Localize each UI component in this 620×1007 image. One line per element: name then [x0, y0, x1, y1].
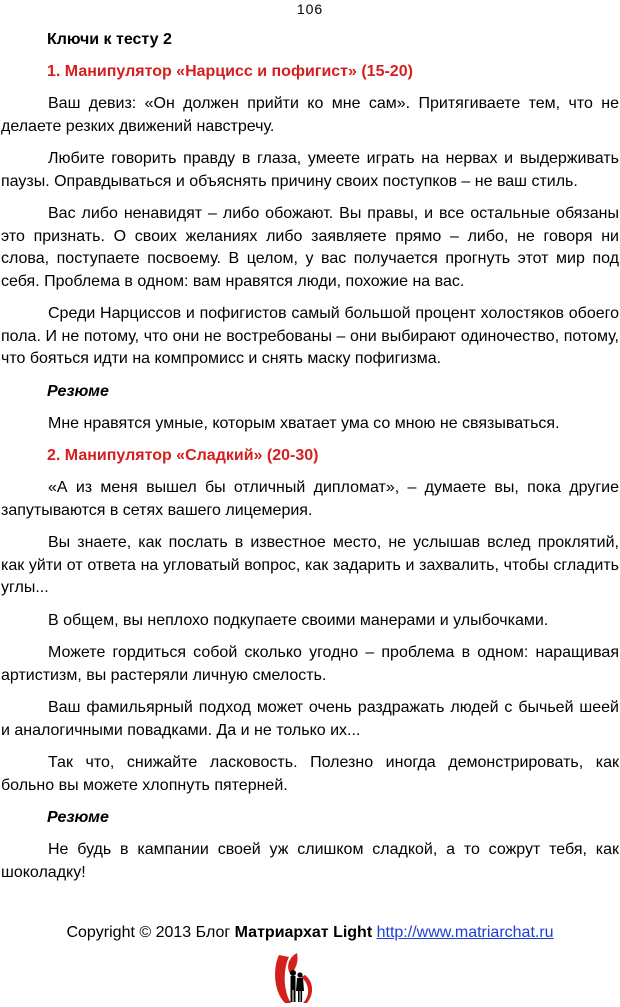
page-number: 106 — [296, 1, 324, 17]
block-1-heading: 1. Манипулятор «Нарцисс и пофигист» (15-20) — [47, 63, 413, 80]
block-1-resume-label: Резюме — [47, 382, 109, 400]
block-2-resume-text: Не будь в кампании своей уж слишком сладкой, а то сожрут тебя, как шоколадку! — [1, 841, 619, 881]
footer — [0, 922, 620, 944]
paragraph: Можете гордиться собой сколько угодно – проблема в одном: наращивая артистизм, вы растеряли личную смелость. — [1, 644, 619, 684]
block-2-resume-label: Резюме — [47, 809, 109, 826]
footer-link[interactable]: http://www.matriarchat.ru — [376, 924, 554, 941]
paragraph: Ваш фамильярный подход может очень раздражать людей с бычьей шеей и аналогичными повадками. Да и не только их... — [1, 699, 619, 739]
footer-brand: Матриархат Light — [234, 924, 373, 941]
footer-copyright: Copyright © 2013 Блог — [66, 924, 231, 941]
paragraph: Среди Нарциссов и пофигистов самый большой процент холостяков обоего пола. И не потому, что они не востребованы – они выбирают одиночество, потому, что бояться идти на компромисс и снять маску пофигизма. — [1, 305, 619, 367]
block-2-heading: 2. Манипулятор «Сладкий» (20-30) — [47, 447, 319, 464]
block-1-resume-text: Мне нравятся умные, которым хватает ума со мною не связываться. — [48, 414, 560, 432]
paragraph: Вы знаете, как послать в известное место, не услышав вслед проклятий, как уйти от ответа на угловатый вопрос, как задарить и захвалить, чтобы сгладить углы... — [1, 534, 619, 596]
page-content — [0, 29, 620, 894]
paragraph: «А из меня вышел бы отличный дипломат», – думаете вы, пока другие запутываются в сетях вашего лицемерия. — [1, 479, 619, 519]
paragraph: Вас либо ненавидят – либо обожают. Вы правы, и все остальные обязаны это признать. О своих желаниях либо заявляете прямо – либо, не говоря ни слова, поступаете посвоему. В целом, у вас получается прогнуть этот мир под себя. Проблема в одном: вам нравятся люди, похожие на вас. — [1, 205, 619, 290]
paragraph: В общем, вы неплохо подкупаете своими манерами и улыбочками. — [48, 611, 549, 629]
paragraph: Ваш девиз: «Он должен прийти ко мне сам». Притягиваете тем, что не делаете резких движений навстречу. — [1, 95, 619, 135]
paragraph: Так что, снижайте ласковость. Полезно иногда демонстрировать, как больно вы можете хлопнуть пятерней. — [1, 754, 619, 794]
paragraph: Любите говорить правду в глаза, умеете играть на нервах и выдерживать паузы. Оправдываться и объяснять причину своих поступков – не ваш стиль. — [1, 150, 619, 190]
matriarchat-logo-icon — [271, 951, 313, 1005]
section-title: Ключи к тесту 2 — [47, 31, 172, 48]
